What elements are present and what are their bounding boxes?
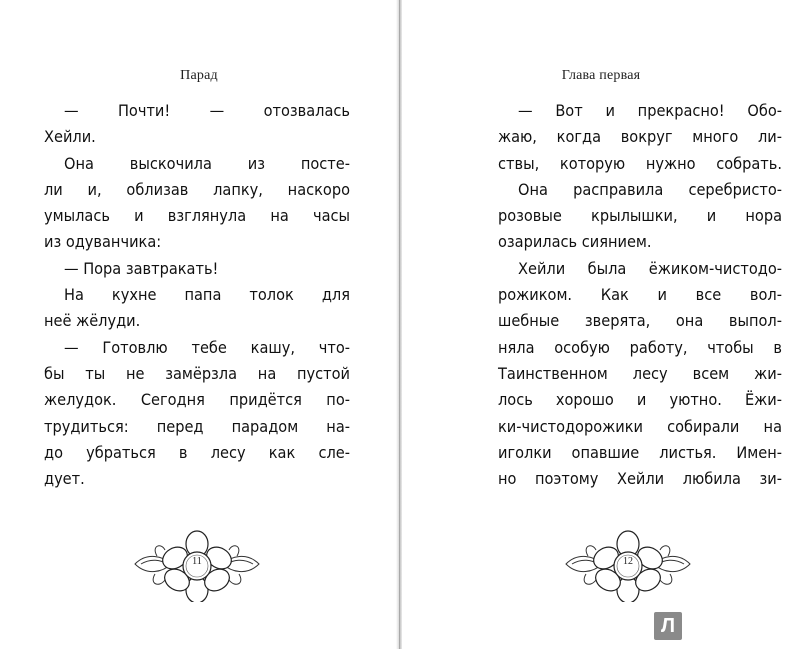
- page-number: 11: [192, 556, 202, 567]
- text-line: Хейли.: [44, 127, 96, 147]
- text-line: — Пора завтракать!: [64, 258, 219, 278]
- folio-ornament-left: [127, 530, 267, 602]
- text-line: Хейли была ёжиком-чистодо-: [518, 258, 782, 278]
- folio-ornament-right: [558, 530, 698, 602]
- text-line: шебные зверята, она выпол-: [498, 311, 782, 331]
- left-page: [0, 0, 398, 649]
- text-line: Она выскочила из посте-: [64, 153, 350, 173]
- text-line: но поэтому Хейли любила зи-: [498, 469, 782, 489]
- text-line: лось хорошо и уютно. Ёжи-: [498, 390, 782, 410]
- text-line: На кухне папа толок для: [64, 285, 350, 305]
- right-page: [402, 0, 800, 649]
- text-line: из одуванчика:: [44, 232, 162, 252]
- text-line: ствы, которую нужно собрать.: [498, 153, 782, 173]
- text-line: бы ты не замёрзла на пустой: [44, 363, 350, 383]
- text-line: трудиться: перед парадом на-: [44, 416, 350, 436]
- gutter-divider: [399, 0, 400, 649]
- text-line: няла особую работу, чтобы в: [498, 337, 782, 357]
- text-line: — Вот и прекрасно! Обо-: [518, 101, 782, 120]
- right-page-text: [498, 98, 782, 492]
- text-line: умылась и взглянула на часы: [44, 206, 350, 226]
- text-line: озарилась сиянием.: [498, 232, 652, 252]
- text-line: рожиком. Как и все вол-: [498, 285, 782, 305]
- text-line: до убраться в лесу как сле-: [44, 442, 350, 462]
- running-head-left: Парад: [180, 68, 218, 83]
- text-line: жаю, когда вокруг много ли-: [498, 127, 782, 147]
- text-line: — Почти! — отозвалась: [64, 101, 350, 120]
- text-line: — Готовлю тебе кашу, что-: [64, 337, 350, 357]
- text-line: неё жёлуди.: [44, 311, 141, 331]
- text-line: розовые крылышки, и нора: [498, 206, 782, 226]
- left-page-text: [44, 98, 350, 492]
- text-line: иголки опавшие листья. Имен-: [498, 442, 782, 462]
- publisher-logo: Л: [654, 612, 682, 640]
- text-line: Она расправила серебристо-: [518, 179, 782, 199]
- text-line: желудок. Сегодня придётся по-: [44, 390, 350, 410]
- text-line: ки-чистодорожики собирали на: [498, 416, 782, 436]
- text-line: дует.: [44, 469, 85, 489]
- text-line: Таинственном лесу всем жи-: [498, 363, 782, 383]
- text-line: ли и, облизав лапку, наскоро: [44, 179, 350, 199]
- page-number: 12: [623, 556, 633, 567]
- running-head-right: Глава первая: [561, 68, 641, 83]
